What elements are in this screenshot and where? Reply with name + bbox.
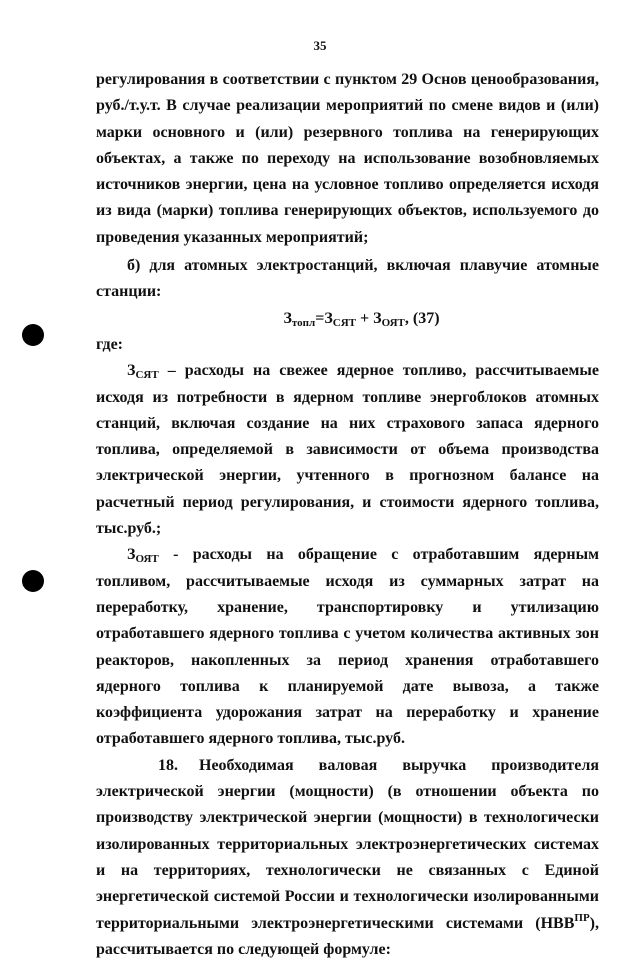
hole-punch-bottom [22, 570, 44, 592]
def1-symbol-sub: СЯТ [135, 369, 159, 382]
formula-term2-sub: ОЯТ [381, 316, 405, 329]
p18-number: 18. [158, 756, 178, 774]
def1-symbol: З [127, 362, 136, 380]
where-label: где: [96, 335, 123, 353]
def2-symbol-sub: ОЯТ [135, 553, 159, 566]
paragraph-nuclear-plants: б) для атомных электростанций, включая плавучие атомные станции: [96, 257, 599, 301]
formula-number: , (37) [404, 309, 440, 327]
def2-symbol: З [127, 546, 136, 564]
formula-37 [96, 306, 599, 332]
p18-text-2: ), рассчитывается по следующей формуле: [96, 914, 599, 958]
formula-term1: З [324, 309, 333, 327]
page-number: 35 [313, 38, 327, 53]
p18-text-1: Необходимая валовая выручка производителя электрической энергии (мощности) (в отношении объекта по производству электрической энергии (мощности) в технологически изолированных территориальных электроэнергетических системах и на территориях, технологически не связанных с Единой энергетической системой России и технологически изолированными территориальными электроэнергетическими системами (НВВ [96, 756, 599, 932]
formula-lhs: З [283, 309, 292, 327]
formula-plus: + [356, 309, 374, 327]
def1-text: – расходы на свежее ядерное топливо, рассчитываемые исходя из потребности в ядерном топливе энергоблоков атомных станций, включая создание на них страхового запаса ядерного топлива, определяемой в зависимости от объема производства электрической энергии, учтенного в прогнозном балансе на расчетный период регулирования, и стоимости ядерного топлива, тыс.руб.; [96, 362, 599, 538]
p18-sup: ПР [574, 911, 590, 924]
paragraph-18 [96, 753, 599, 963]
formula-eq: = [315, 309, 325, 327]
def2-text: - расходы на обращение с отработавшим ядерным топливом, рассчитываемые исходя из суммарных затрат на переработку, хранение, транспортировку и утилизацию отработавшего ядерного топлива с учетом количества активных зон реакторов, накопленных за период хранения отработавшего ядерного топлива к планируемой дате вывоза, а также коэффициента удорожания затрат на переработку и хранение отработавшего ядерного топлива, тыс.руб. [96, 546, 599, 748]
definition-spent-fuel [96, 542, 599, 752]
formula-term1-sub: СЯТ [332, 316, 356, 329]
formula-lhs-sub: топл [291, 316, 316, 329]
hole-punch-top [22, 324, 44, 346]
definition-fresh-fuel [96, 358, 599, 542]
document-body [96, 67, 599, 963]
formula-term2: З [373, 309, 382, 327]
paragraph-continuation: регулирования в соответствии с пунктом 29 Основ ценообразования, руб./т.у.т. В случае реализации мероприятий по смене видов и (или) марки основного и (или) резервного топлива на генерирующих объектах, а также по переходу на использование возобновляемых источников энергии, цена на условное топливо определяется исходя из вида (марки) топлива генерирующих объектов, используемого до проведения указанных мероприятий; [96, 71, 599, 246]
